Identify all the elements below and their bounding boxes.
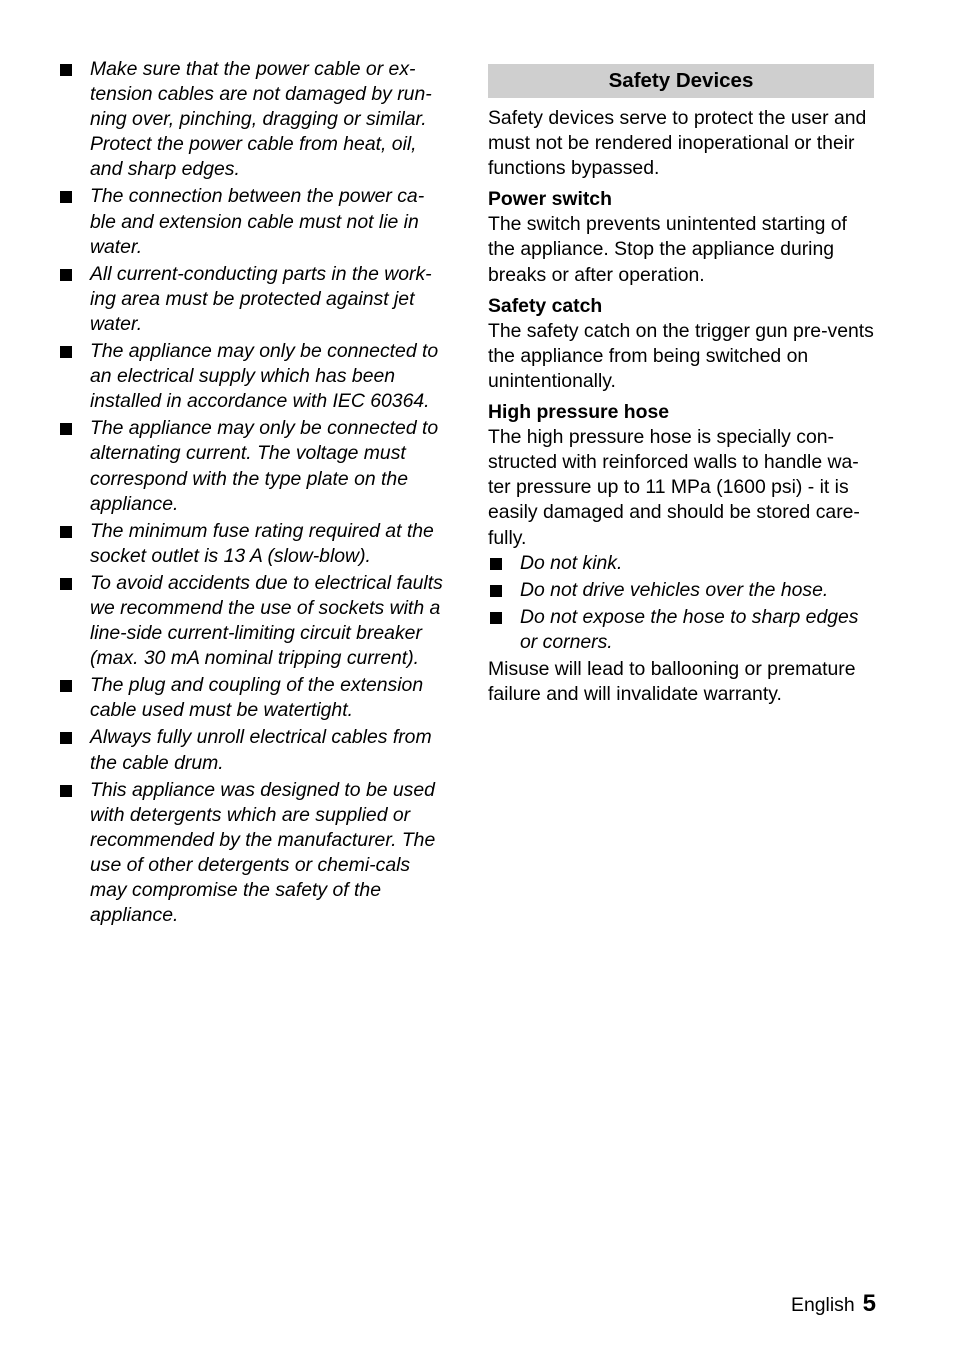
power-switch-heading: Power switch (488, 188, 612, 211)
page-number: 5 (862, 1290, 876, 1317)
square-bullet-icon (60, 191, 72, 203)
high-pressure-hose-text: The high pressure hose is specially con-structed with reinforced walls to handle wa-ter pressure up to 11 MPa (1600 psi) - it is easily damaged and should be stored care-fully. (488, 426, 860, 549)
list-item-text: All current-conducting parts in the work-ing area must be protected against jet water. (90, 262, 432, 335)
safety-catch-text: The safety catch on the trigger gun pre-vents the appliance from being switched on unintentionally. (488, 319, 874, 392)
misuse-warning: Misuse will lead to ballooning or premature failure and will invalidate warranty. (488, 657, 856, 706)
list-item (488, 551, 874, 576)
list-item (58, 262, 450, 337)
hose-warnings-list (488, 551, 874, 655)
list-item (58, 519, 450, 569)
square-bullet-icon (60, 423, 72, 435)
list-item-text: The connection between the power ca-ble and extension cable must not lie in water. (90, 185, 425, 258)
list-item (488, 605, 874, 655)
list-item-text: The appliance may only be connected to alternating current. The voltage must correspond with the type plate on the appliance. (90, 417, 439, 515)
power-switch-text: The switch prevents unintented starting of the appliance. Stop the appliance during breaks or after operation. (488, 213, 847, 286)
left-column (58, 57, 450, 930)
square-bullet-icon (60, 346, 72, 358)
intro-paragraph: Safety devices serve to protect the user and must not be rendered inoperational or their functions bypassed. (488, 107, 867, 180)
list-item (58, 184, 450, 259)
list-item-text: Always fully unroll electrical cables from the cable drum. (90, 726, 432, 774)
list-item-text: To avoid accidents due to electrical faults we recommend the use of sockets with a line-side current-limiting circuit breaker (max. 30 mA nominal tripping current). (90, 571, 443, 670)
list-item-text: Do not expose the hose to sharp edges or corners. (520, 605, 859, 653)
list-item-text: Do not kink. (520, 551, 623, 574)
right-column (488, 64, 874, 707)
list-item (488, 578, 874, 603)
page-footer (791, 1290, 876, 1318)
section-title: Safety Devices (488, 64, 874, 98)
square-bullet-icon (490, 558, 502, 570)
list-item (58, 778, 450, 929)
list-item-text: The plug and coupling of the extension cable used must be watertight. (90, 674, 424, 722)
list-item-text: This appliance was designed to be used with detergents which are supplied or recommended by the manufacturer. The use of other detergents or chemi-cals may compromise the safety of the appliance. (90, 778, 436, 927)
list-item (58, 416, 450, 516)
list-item-text: Do not drive vehicles over the hose. (520, 578, 829, 601)
list-item (58, 57, 450, 182)
safety-instructions-list (58, 57, 450, 928)
square-bullet-icon (490, 612, 502, 624)
square-bullet-icon (60, 785, 72, 797)
list-item-text: Make sure that the power cable or ex-tension cables are not damaged by run-ning over, pinching, dragging or similar. Protect the power cable from heat, oil, and sharp edges. (90, 58, 432, 181)
high-pressure-hose-heading: High pressure hose (488, 401, 670, 424)
square-bullet-icon (60, 732, 72, 744)
square-bullet-icon (60, 269, 72, 281)
square-bullet-icon (60, 64, 72, 76)
square-bullet-icon (60, 526, 72, 538)
list-item (58, 571, 450, 671)
square-bullet-icon (60, 680, 72, 692)
safety-catch-heading: Safety catch (488, 294, 603, 317)
list-item-text: The minimum fuse rating required at the socket outlet is 13 A (slow-blow). (90, 519, 434, 567)
list-item (58, 673, 450, 723)
list-item (58, 339, 450, 414)
list-item-text: The appliance may only be connected to an electrical supply which has been installed in accordance with IEC 60364. (90, 340, 439, 413)
list-item (58, 725, 450, 775)
square-bullet-icon (490, 585, 502, 597)
square-bullet-icon (60, 578, 72, 590)
footer-language: English (791, 1294, 855, 1316)
